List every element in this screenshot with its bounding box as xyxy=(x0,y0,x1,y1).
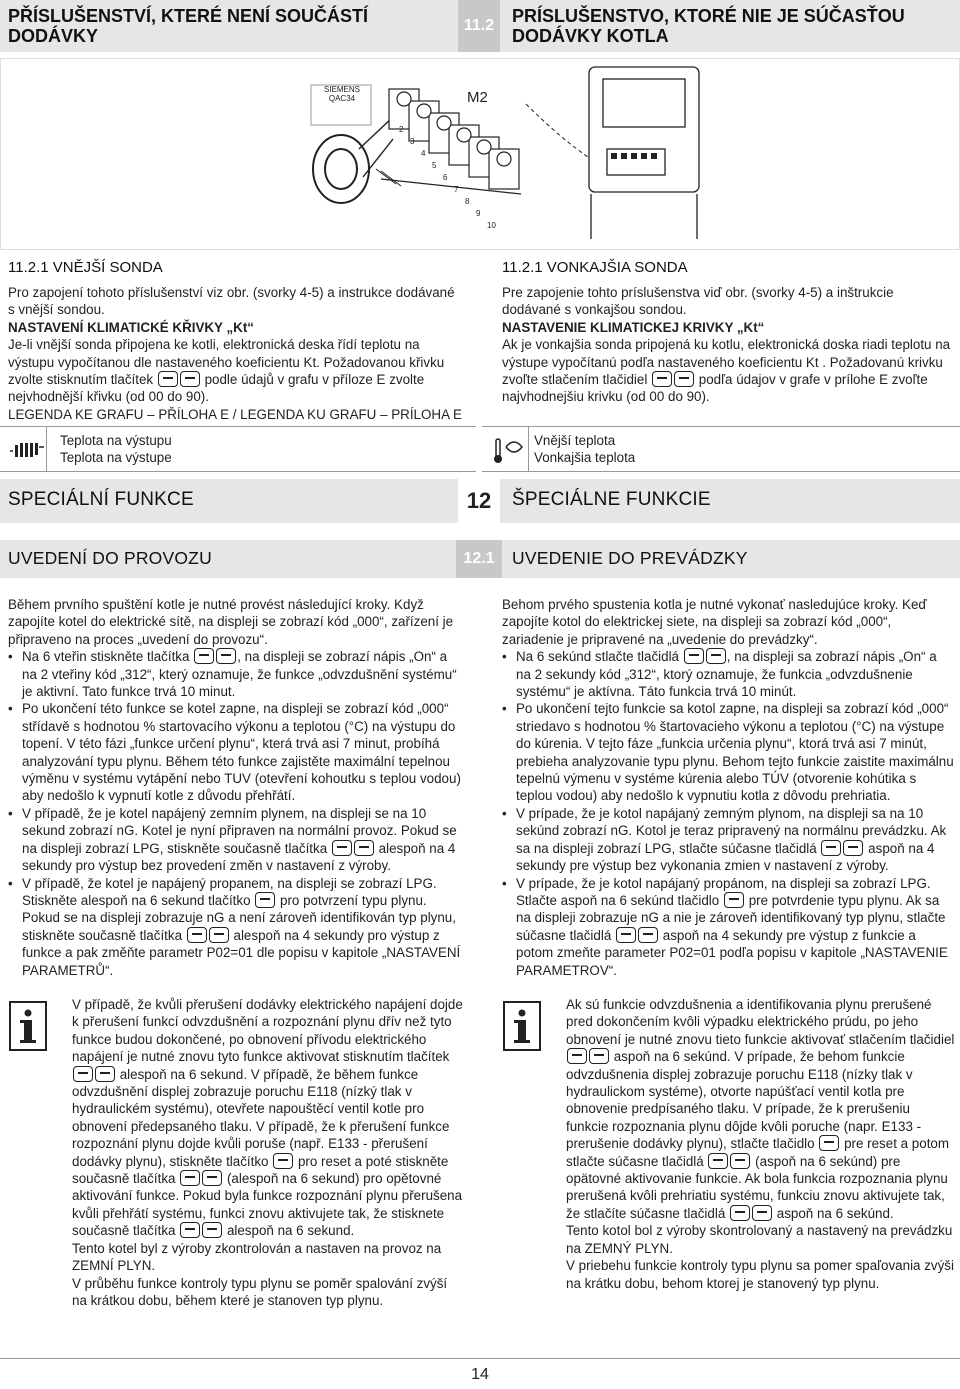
right-note xyxy=(566,996,956,1292)
plus-button-icon xyxy=(730,1205,750,1221)
sensor-label xyxy=(317,85,367,103)
left-climate-heading: NASTAVENÍ KLIMATICKÉ KŘIVKY „Kt“ xyxy=(8,319,254,335)
header-right-title: PRÍSLUŠENSTVO, KTORÉ NIE JE SÚČASŤOU DODÁVKY KOTLA xyxy=(512,6,905,46)
right-heading-1121: 11.2.1 VONKAJŠIA SONDA xyxy=(502,259,688,276)
right-intro: Behom prvého spustenia kotla je nutné vykonať nasledujúce kroky. Keď zapojíte kotol do elektrickej siete, na displeji sa zobrazí kód „000“, zariadenie je pripravené na „uvedenie do prevádzky“. xyxy=(502,597,927,647)
ip-button-icon xyxy=(730,1153,750,1169)
right-note1b: aspoň na 6 sekúnd. V prípade, že behom funkcie odvzdušnenia displej zobrazuje poruchu E118 (nízky tlak v hydraulickom systéme), otvorte napúšťací ventil kotla pre obnovenie predpísaného tlaku. V prípade, že k prerušeniu funkcie rozpoznania plynu dôjde kvôli poruche (napr. E133 - prerušenie dodávky plynu), stlačte tlačidlo xyxy=(566,1049,922,1152)
right-note1e: aspoň na 6 sekúnd. xyxy=(776,1205,894,1221)
right-body xyxy=(502,596,954,979)
minus-button-icon xyxy=(158,371,178,387)
right-bullet-2: • Po ukončení tejto funkcie sa kotol zapne, na displeji sa zobrazí kód „000“ striedavo s hodnotou % štartovacieho výkonu a teplotou (°C) na výstupe do kúrenia. V tejto fáze „funkcia určenia plynu“, ktorá trvá asi 7 minút, prebieha analyzovanie typu plynu. Behom tejto funkcie zaistite maximálnu tepelnú výmenu v systéme kúrenia alebo TÚV (otvorenie kohútika s teplou vodou) aby nedošlo k vypnutiu kotla z dôvodu prehriatia. xyxy=(502,700,954,804)
reset-button-icon xyxy=(819,1135,839,1151)
legend-box-left xyxy=(0,426,476,472)
plus-button-icon xyxy=(674,371,694,387)
right-p1: Pre zapojenie tohto príslušenstva viď obr. (svorky 4-5) a inštrukcie dodávané s vonkajšou sondou. xyxy=(502,285,894,318)
ip-button-icon xyxy=(843,840,863,856)
header-section-number: 11.2 xyxy=(458,0,500,52)
left-note1d: (alespoň na 6 sekund) pro opětovné aktivování funkce. Pokud byla funkce rozpoznání plynu přerušena kvůli přehřátí systému, funkci znovu aktivujete tak, že stisknete současně tlačítka xyxy=(72,1171,463,1239)
legend-flow-cz: Teplota na výstupu xyxy=(60,433,172,448)
section12-left-title: SPECIÁLNÍ FUNKCE xyxy=(8,489,194,510)
right-p2-text: Ak je vonkajšia sonda pripojená ku kotlu, elektronická doska riadi teplotu na výstupe vypočítanú podľa nastaveného koeficientu Kt . Požadovanú krivku zvoľte stlačením tlačidiel xyxy=(502,337,951,388)
left-note1b: alespoň na 6 sekund. V případě, že během funkce odvzdušnění displej zobrazuje poruchu E118 (nízký tlak v hydraulickém systému), otevřete napouštěcí ventil kotle pro obnovení předepsaného tlaku. V případě, že k přerušení funkce rozpoznání plynu dojde kvůli poruše (např. E133 - přerušení dodávky plynu), stiskněte tlačítko xyxy=(72,1066,450,1169)
left-note1a: V případě, že kvůli přerušení dodávky elektrického napájení dojde k přerušení funkcí odvzdušnění a rozpoznání plynu dřív než tyto funkce budou dokončené, po obnovení přívodu elektrického napájení je nutné znovu tyto funkce aktivovat stisknutím tlačítek xyxy=(72,997,463,1065)
reset-button-icon xyxy=(332,840,352,856)
reset-button-icon xyxy=(187,927,207,943)
left-p1: Pro zapojení tohoto příslušenství viz obr. (svorky 4-5) a instrukce dodávané s vnější sondou. xyxy=(8,285,455,318)
left-b3a: V případě, že je kotel napájený zemním plynem, na displeji se na 10 sekund zobrazí nG. Kotel je nyní připraven na normální provoz. Pokud se na displeji zobrazí LPG, stiskněte současně tlačítka xyxy=(22,805,457,856)
ip-button-icon xyxy=(216,648,236,664)
section12-number: 12 xyxy=(458,479,500,523)
footer-rule xyxy=(0,1358,960,1359)
terminal-number: 6 xyxy=(443,173,448,182)
left-bullet-1 xyxy=(8,648,464,700)
right-b1a: Na 6 sekúnd stlačte tlačidlá xyxy=(516,649,680,665)
right-note2: Tento kotol bol z výroby skontrolovaný a nastavený na prevádzku na ZEMNÝ PLYN. xyxy=(566,1223,953,1256)
ip-button-icon xyxy=(209,927,229,943)
ip-button-icon xyxy=(706,648,726,664)
flow-temp-icon xyxy=(6,427,47,471)
ip-button-icon xyxy=(638,927,658,943)
plus-button-icon xyxy=(180,1222,200,1238)
legend-outdoor-labels xyxy=(534,432,635,466)
right-note1d: (aspoň na 6 sekúnd) pre opätovné aktivovanie funkcie. Ak bola funkcia rozpoznania plynu prerušená kvôli prehriatiu systému, funkciu znovu aktivujete tak, že stlačíte súčasne tlačidlá xyxy=(566,1153,948,1221)
left-note xyxy=(72,996,464,1309)
left-p2-end: podle údajů v grafu v příloze E zvolte nejvhodnější křivku (od 00 do 90). xyxy=(8,372,425,405)
right-bullet-4 xyxy=(502,875,954,979)
left-b4a: V případě, že kotel je napájený propanem, na displeji se zobrazí LPG. Stiskněte alespoň na 6 sekund tlačítko xyxy=(22,875,437,908)
info-icon-right xyxy=(502,1000,552,1060)
terminal-number: 7 xyxy=(454,185,459,194)
left-p2-text: Je-li vnější sonda připojena ke kotli, elektronická deska řídí teplotu na výstupu vypočítanou dle nastaveného koeficientu Kt. Požadovanou křivku zvolte stisknutím tlačítek xyxy=(8,337,445,388)
terminal-number: 5 xyxy=(432,161,437,170)
reset-button-icon xyxy=(616,927,636,943)
right-b4a: V prípade, že je kotol napájaný propánom, na displeji sa zobrazí LPG. Stlačte aspoň na 6 sekúnd tlačidlo xyxy=(516,875,931,908)
sensor-model: QAC34 xyxy=(328,94,356,103)
terminal-number: 8 xyxy=(465,197,470,206)
right-note3: V priebehu funkcie kontroly typu plynu sa pomer spaľovania zvýši na krátku dobu, behom ktorej je stanovený typ plynu. xyxy=(566,1258,954,1291)
ip-button-icon xyxy=(354,840,374,856)
ip-button-icon xyxy=(724,892,744,908)
plus-button-icon xyxy=(194,648,214,664)
right-climate-heading: NASTAVENIE KLIMATICKEJ KRIVKY „Kt“ xyxy=(502,319,765,335)
left-1121-text xyxy=(8,284,464,406)
legend-box-right xyxy=(482,426,960,472)
right-b3a: V prípade, že je kotol napájaný zemným plynom, na displeji sa na 10 sekúnd zobrazí nG. Kotol je teraz pripravený na normálnu prevádzku. Ak sa na displeji zobrazí LPG, stlačte súčasne tlačidlá xyxy=(516,805,947,856)
info-icon-left xyxy=(8,1000,58,1060)
right-bullet-1 xyxy=(502,648,954,700)
flow-temp-svg xyxy=(6,427,46,471)
left-heading-1121: 11.2.1 VNĚJŠÍ SONDA xyxy=(8,259,163,276)
wiring-diagram xyxy=(1,59,959,249)
legend-flow-labels xyxy=(60,432,172,466)
legend-flow-sk: Teplota na výstupe xyxy=(60,450,172,465)
terminal-number: 4 xyxy=(421,149,426,158)
section121-right-title: UVEDENIE DO PREVÁDZKY xyxy=(512,548,748,568)
plus-button-icon xyxy=(684,648,704,664)
ip-button-icon xyxy=(202,1170,222,1186)
right-note1 xyxy=(566,996,956,1222)
plus-button-icon xyxy=(73,1066,93,1082)
left-bullet-2: • Po ukončení této funkce se kotel zapne, na displeji se zobrazí kód „000“ střídavě s hodnotou % startovacího výkonu a teplotou (°C) na výstupu do topení. V této fázi „funkce určení plynu“, která trvá asi 7 minut, probíhá analyzování typu plynu. Během této funkce zajistěte maximální tepelnou výměnu v systému vytápění nebo TUV (otevření kohoutku s teplou vodou) aby nedošlo k vypnutí kotle z důvodu přehřátí. xyxy=(8,700,464,804)
legend-heading: LEGENDA KE GRAFU – PŘÍLOHA E / LEGENDA KU GRAFU – PRÍLOHA E xyxy=(8,407,462,422)
left-note1 xyxy=(72,996,464,1240)
outdoor-temp-icon xyxy=(488,427,529,471)
left-bullets xyxy=(8,648,464,979)
left-note1e: alespoň na 6 sekund. xyxy=(226,1223,355,1239)
right-bullet-3 xyxy=(502,805,954,875)
section12-right-title: ŠPECIÁLNE FUNKCIE xyxy=(512,489,711,510)
terminal-number: 10 xyxy=(487,221,496,230)
ip-button-icon xyxy=(202,1222,222,1238)
left-b3b: alespoň na 4 sekundy pro výstup bez provedení změn v nastavení z výroby. xyxy=(22,840,456,874)
info-svg-right xyxy=(502,1000,542,1052)
right-b3b: aspoň na 4 sekundy pre výstup bez vykonania zmien v nastavení z výroby. xyxy=(516,840,935,874)
terminal-number: 9 xyxy=(476,209,481,218)
right-note1c: pre reset a potom stlačte súčasne tlačidlá xyxy=(566,1136,950,1169)
left-bullet-4 xyxy=(8,875,464,979)
right-p2 xyxy=(502,336,954,406)
ip-button-icon xyxy=(95,1066,115,1082)
right-b4c: aspoň na 4 sekundy pre výstup z funkcie a potom zmeňte parameter P02=01 podľa popisu v kapitole „NASTAVENIE PARAMETROV“. xyxy=(516,927,948,978)
left-intro: Během prvního spuštění kotle je nutné provést následující kroky. Když zapojíte kotel do elektrické sítě, na displeji se zobrazí kód „000“, zařízení je připraveno na proces „uvedení do provozu“. xyxy=(8,597,454,647)
ip-button-icon xyxy=(752,1205,772,1221)
plus-button-icon xyxy=(180,1170,200,1186)
section121-left-title: UVEDENÍ DO PROVOZU xyxy=(8,548,212,568)
ip-button-icon xyxy=(589,1048,609,1064)
wiring-figure xyxy=(0,58,960,250)
outdoor-temp-svg xyxy=(488,427,528,471)
sensor-brand: SIEMENS xyxy=(323,85,360,94)
terminal-label: M2 xyxy=(467,89,488,106)
header-left-title: PŘÍSLUŠENSTVÍ, KTERÉ NENÍ SOUČÁSTÍ DODÁVKY xyxy=(8,6,369,46)
right-1121-text xyxy=(502,284,954,406)
legend-outdoor-cz: Vnější teplota xyxy=(534,433,616,448)
right-p2-end: podľa údajov v grafe v prílohe E zvoľte najvhodnejšiu krivku (od 00 do 90). xyxy=(502,372,928,405)
left-b1b: , na displeji se zobrazí nápis „On“ a na 2 vteřiny kód „312“, který oznamuje, že funkce „odvzdušnění systému“ je aktivní. Tato funkce trvá 10 minut. xyxy=(22,649,457,700)
minus-button-icon xyxy=(652,371,672,387)
info-svg-left xyxy=(8,1000,48,1052)
left-b4c: alespoň na 4 sekundy pro výstup z funkce a pak změňte parametr P02=01 dle popisu v kapitole „NASTAVENÍ PARAMETRŮ“. xyxy=(22,927,461,978)
right-b1b: , na displeji sa zobrazí nápis „On“ a na 2 sekundy kód „312“, ktorý oznamuje, že funkcia „odvzdušnenie systému“ je aktívna. Táto funkcia trvá 10 minút. xyxy=(516,649,937,700)
section121-number: 12.1 xyxy=(456,540,502,578)
reset-button-icon xyxy=(821,840,841,856)
right-b4b: pre potvrdenie typu plynu. Ak sa na displeji zobrazuje nG a nie je zároveň identifikovaný typ plynu, stlačte súčasne tlačidlá xyxy=(516,892,946,943)
plus-button-icon xyxy=(180,371,200,387)
left-note2: Tento kotel byl z výroby zkontrolován a nastaven na provoz na ZEMNÍ PLYN. xyxy=(72,1240,442,1274)
left-p2 xyxy=(8,336,464,406)
reset-button-icon xyxy=(273,1153,293,1169)
right-note1a: Ak sú funkcie odvzdušnenia a identifikovania plynu prerušené pred dokončením kvôli výpadku elektrického prúdu, po jeho obnovení je nutné znovu tieto funkcie aktivovať stlačením tlačidiel xyxy=(566,997,955,1047)
right-bullets xyxy=(502,648,954,979)
page-number: 14 xyxy=(471,1366,489,1383)
left-body xyxy=(8,596,464,979)
plus-button-icon xyxy=(567,1048,587,1064)
ip-button-icon xyxy=(255,892,275,908)
left-bullet-3 xyxy=(8,805,464,875)
left-note3: V průběhu funkce kontroly typu plynu se poměr spalování zvýší na krátkou dobu, během které je stanoven typ plynu. xyxy=(72,1275,448,1308)
left-b1a: Na 6 vteřin stiskněte tlačítka xyxy=(22,649,190,665)
legend-outdoor-sk: Vonkajšia teplota xyxy=(534,450,636,465)
left-note1c: pro reset a poté stiskněte současně tlačítka xyxy=(72,1153,449,1187)
left-b4b: pro potvrzení typu plynu. Pokud se na displeji zobrazuje nG a není zároveň identifikován typ plynu, stiskněte současně tlačítka xyxy=(22,892,456,943)
terminal-number: 2 xyxy=(399,125,404,134)
terminal-number: 3 xyxy=(410,137,415,146)
plus-button-icon xyxy=(708,1153,728,1169)
